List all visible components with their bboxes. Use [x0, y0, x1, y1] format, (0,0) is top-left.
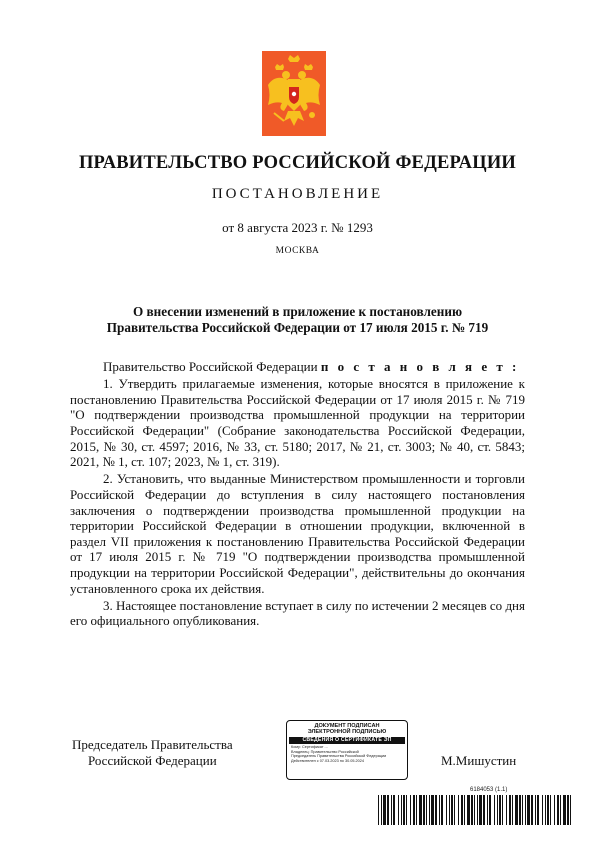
stamp-title-line-1: ДОКУМЕНТ ПОДПИСАН: [314, 723, 380, 729]
barcode-bar: [522, 795, 523, 825]
barcode-bar: [391, 795, 392, 825]
barcode-bar: [527, 795, 530, 825]
barcode-bar: [560, 795, 561, 825]
barcode-bar: [454, 795, 455, 825]
barcode-bar: [531, 795, 533, 825]
barcode-bar: [537, 795, 539, 825]
barcode-bar: [477, 795, 478, 825]
preamble: [70, 359, 525, 375]
position-line-2: Российской Федерации: [87, 752, 217, 768]
barcode-bar: [506, 795, 507, 825]
barcode-bar: [431, 795, 434, 825]
barcode-bar: [567, 795, 569, 825]
electronic-signature-stamp: [286, 720, 408, 780]
position-line-1: Председатель Правительства: [72, 737, 233, 752]
barcode-bar: [410, 795, 411, 825]
barcode-bar: [467, 795, 470, 825]
barcode-bar: [401, 795, 402, 825]
subject-line-1: О внесении изменений в приложение к постановлению: [132, 304, 463, 319]
signatory-name: М.Мишустин: [441, 753, 517, 768]
barcode-bar: [570, 795, 571, 825]
stamp-line-4: Действителен с 07.03.2023 по 30.05.2024: [291, 759, 364, 764]
subject-line-2: Правительства Российской Федерации от 17 июля 2015 г. № 719: [106, 320, 489, 335]
barcode-bar: [515, 795, 518, 825]
paragraph-3: 3. Настоящее постановление вступает в силу по истечении 2 месяцев со дня его официального опубликования.: [70, 597, 525, 629]
barcode-bar: [449, 795, 450, 825]
barcode-bar: [461, 795, 463, 825]
barcode-bar: [446, 795, 447, 825]
coat-of-arms-emblem: [262, 51, 326, 136]
stamp-line-2: Владелец: Правительство Российской: [291, 749, 359, 754]
barcode-bar: [557, 795, 559, 825]
barcode-bar: [542, 795, 543, 825]
barcode-bar: [494, 795, 495, 825]
barcode-bar: [547, 795, 549, 825]
barcode-bar: [499, 795, 501, 825]
barcode-bar: [383, 795, 386, 825]
barcode-number: 6184053 (1.1): [470, 787, 508, 793]
barcode-bar: [483, 795, 485, 825]
barcode-bar: [554, 795, 555, 825]
barcode-bar: [471, 795, 473, 825]
stamp-title: [287, 723, 407, 736]
barcode-bar: [378, 795, 379, 825]
document-type: ПОСТАНОВЛЕНИЕ: [211, 186, 384, 202]
barcode-bar: [387, 795, 389, 825]
preamble-text: Правительство Российской Федерации: [103, 359, 318, 374]
barcode-bar: [393, 795, 395, 825]
barcode-bar: [398, 795, 399, 825]
preamble-verb: п о с т а н о в л я е т :: [320, 359, 520, 374]
document-body: [70, 359, 525, 630]
barcode-image: [378, 795, 573, 825]
barcode-bar: [525, 795, 526, 825]
barcode-bar: [502, 795, 503, 825]
barcode-bar: [423, 795, 425, 825]
barcode-bar: [519, 795, 521, 825]
barcode-bar: [403, 795, 405, 825]
barcode-bar: [512, 795, 513, 825]
barcode-bar: [479, 795, 482, 825]
stamp-certificate-bar: СВЕДЕНИЯ О СЕРТИФИКАТЕ ЭП: [289, 737, 405, 744]
barcode-bar: [458, 795, 459, 825]
paragraph-1: 1. Утвердить прилагаемые изменения, которые вносятся в приложение к постановлению Правительства Российской Федерации от 17 июля 2015 г. № 719 "О подтверждении производства промышленной продукции на территории Российской Федерации" (Собрание законодательства Российской Федерации, 2015, № 30, ст. 4597; 2016, № 33, ст. 5180; 2017, № 21, ст. 3003; № 40, ст. 5843; 2021, № 1, ст. 107; 2023, № 1, ст. 319).: [70, 376, 525, 470]
stamp-line-1: Кому: Сертификат ...: [291, 744, 328, 749]
barcode-bar: [509, 795, 511, 825]
barcode-bar: [435, 795, 437, 825]
barcode-bar: [497, 795, 498, 825]
barcode-bar: [487, 795, 488, 825]
barcode-bar: [545, 795, 546, 825]
document-city: МОСКВА: [275, 246, 320, 256]
stamp-line-3: Председатель Правительства Российской Федерации: [291, 754, 387, 759]
barcode-bar: [406, 795, 407, 825]
barcode-bar: [464, 795, 465, 825]
barcode-bar: [489, 795, 491, 825]
barcode-bar: [550, 795, 551, 825]
barcode-bar: [381, 795, 382, 825]
barcode-bar: [413, 795, 415, 825]
barcode-bar: [563, 795, 566, 825]
barcode-bar: [474, 795, 475, 825]
document-date-number: от 8 августа 2023 г. № 1293: [222, 220, 373, 235]
barcode-bar: [441, 795, 443, 825]
government-title: ПРАВИТЕЛЬСТВО РОССИЙСКОЙ ФЕДЕРАЦИИ: [78, 153, 517, 173]
barcode-bar: [429, 795, 430, 825]
barcode-bar: [451, 795, 453, 825]
barcode-bar: [426, 795, 427, 825]
signatory-position: [72, 737, 233, 768]
barcode-bar: [439, 795, 440, 825]
barcode-bar: [419, 795, 422, 825]
stamp-title-line-2: ЭЛЕКТРОННОЙ ПОДПИСЬЮ: [307, 729, 387, 736]
barcode-bar: [535, 795, 536, 825]
barcode-bar: [416, 795, 417, 825]
paragraph-2: 2. Установить, что выданные Министерством промышленности и торговли Российской Федерации до вступления в силу настоящего постановления заключения о подтверждении производства промышленной продукции на территории Российской Федерации в отношении продукции, включенной в раздел VII приложения к постановлению Правительства Российской Федерации от 17 июля 2015 г. № 719 "О подтверждении производства промышленной продукции на территории Российской Федерации", действительны до окончания установленного срока их действия.: [70, 471, 525, 596]
document-subject: [60, 304, 535, 336]
